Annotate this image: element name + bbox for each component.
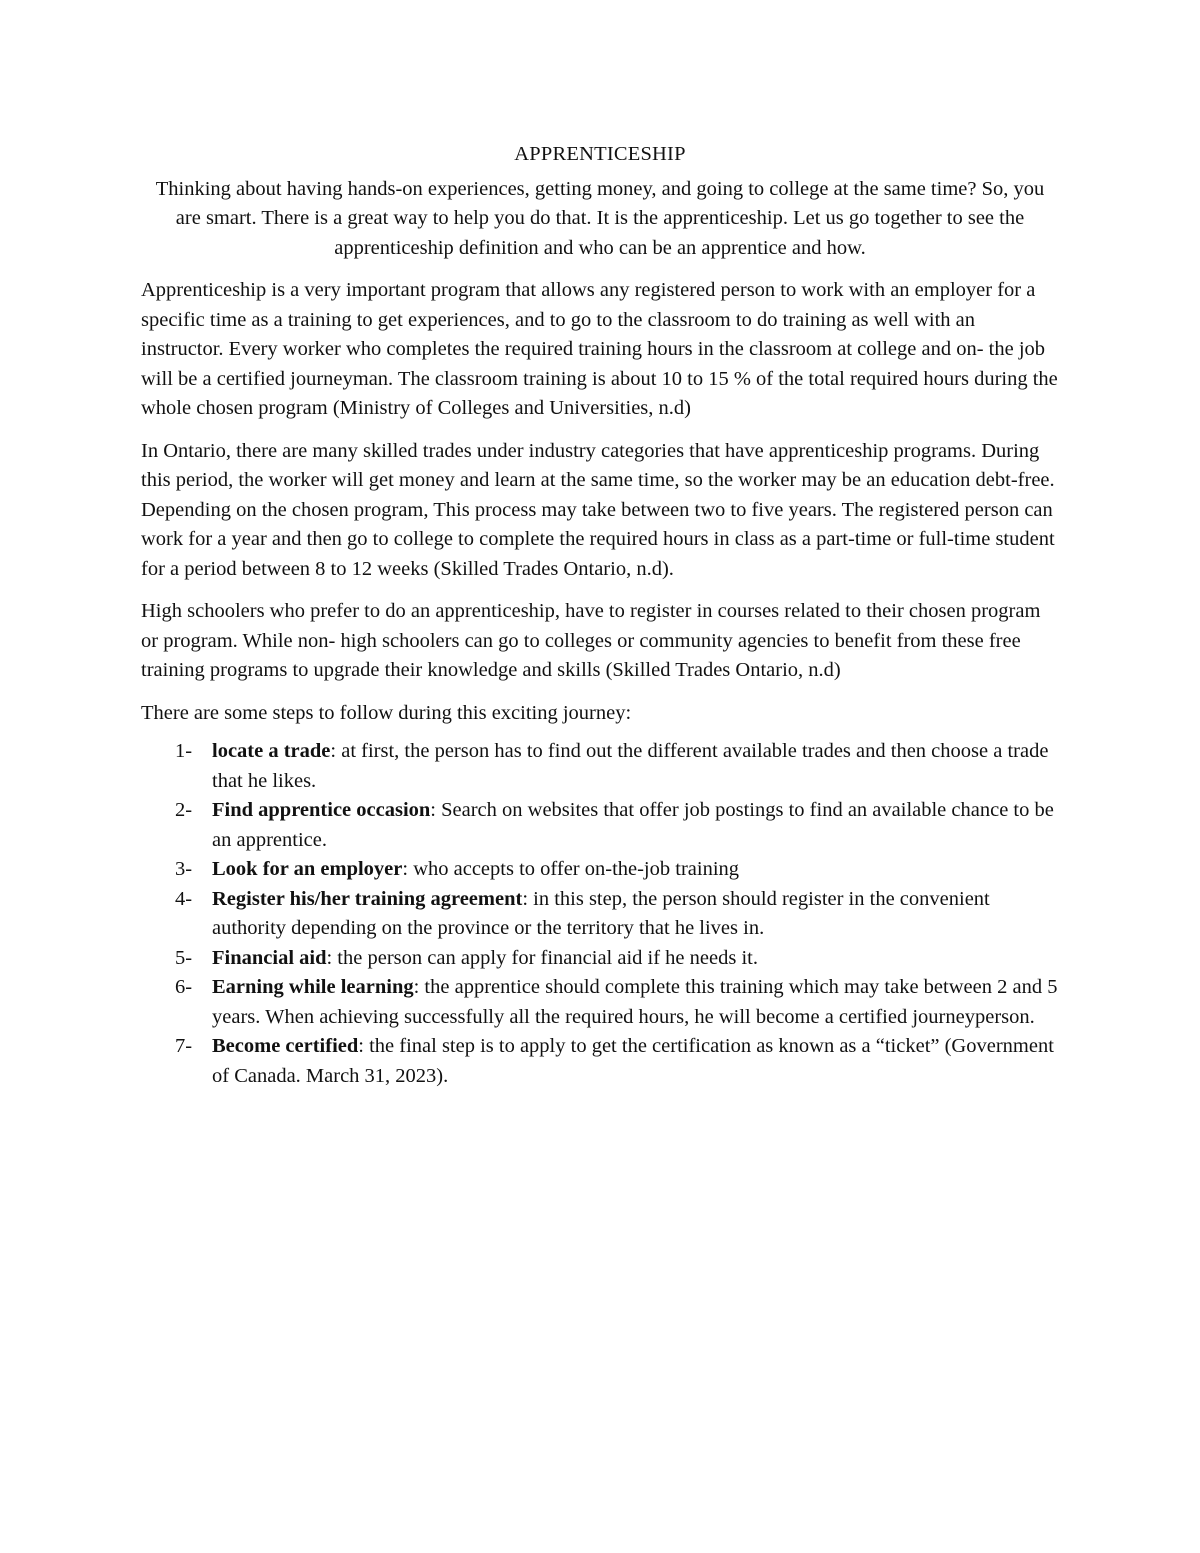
step-number: 7- xyxy=(175,1035,193,1057)
step-term: Financial aid xyxy=(212,946,327,969)
step-number: 6- xyxy=(175,976,193,998)
step-term: Register his/her training agreement xyxy=(212,887,523,910)
step-item-earning-learning xyxy=(141,973,1059,1032)
step-text: : the final step is to apply to get the certification as known as a “ticket” (Government of Canada. March 31, 2023). xyxy=(212,1035,1054,1087)
step-number: 1- xyxy=(175,740,193,762)
step-text: : Search on websites that offer job postings to find an available chance to be an apprentice. xyxy=(212,799,1054,851)
body-paragraph-high-schoolers: High schoolers who prefer to do an apprenticeship, have to register in courses related to their chosen program or program. While non- high schoolers can go to colleges or community agencies to benefit from these free training programs to upgrade their knowledge and skills (Skilled Trades Ontario, n.d) xyxy=(141,600,1041,681)
document-page xyxy=(141,140,1059,1091)
step-term: locate a trade xyxy=(212,740,331,762)
body-paragraph-ontario: In Ontario, there are many skilled trades under industry categories that have apprenticeship programs. During this period, the worker will get money and learn at the same time, so the worker may be an education debt-free. Depending on the chosen program, This process may take between two to five years. The registered person can work for a year and then go to college to complete the required hours in class as a part-time or full-time student for a period between 8 to 12 weeks (Skilled Trades Ontario, n.d). xyxy=(141,439,1055,580)
step-item-become-certified xyxy=(141,1032,1059,1091)
step-number: 5- xyxy=(175,946,193,969)
step-item-financial-aid xyxy=(141,944,1059,974)
body-paragraph-definition: Apprenticeship is a very important program that allows any registered person to work with an employer for a specific time as a training to get experiences, and to go to the classroom to do training as well with an instructor. Every worker who completes the required training hours in the classroom at college and on- the job will be a certified journeyman. The classroom training is about 10 to 15 % of the total required hours during the whole chosen program (Ministry of Colleges and Universities, n.d) xyxy=(141,279,1058,419)
step-text: : who accepts to offer on-the-job training xyxy=(402,858,740,880)
step-item-look-employer xyxy=(141,855,1059,885)
step-number: 2- xyxy=(175,799,193,821)
intro-paragraph: Thinking about having hands-on experiences, getting money, and going to college at the same time? So, you are smart. There is a great way to help you do that. It is the apprenticeship. Let us go together to see the apprenticeship definition and who can be an apprentice and how. xyxy=(155,177,1045,259)
step-term: Look for an employer xyxy=(212,858,403,880)
step-text: : the person can apply for financial aid if he needs it. xyxy=(326,946,758,969)
step-text: : at first, the person has to find out the different available trades and then choose a trade that he likes. xyxy=(212,740,1049,792)
step-term: Find apprentice occasion xyxy=(212,799,431,821)
step-term: Earning while learning xyxy=(212,976,414,998)
step-number: 4- xyxy=(175,887,193,910)
document-title: APPRENTICESHIP xyxy=(514,143,686,165)
step-item-locate-trade xyxy=(141,737,1059,796)
step-item-register-agreement xyxy=(141,885,1059,944)
step-number: 3- xyxy=(175,858,193,880)
step-text: : in this step, the person should register in the convenient authority depending on the province or the territory that he lives in. xyxy=(212,887,990,939)
steps-intro: There are some steps to follow during this exciting journey: xyxy=(141,701,632,724)
step-text: : the apprentice should complete this training which may take between 2 and 5 years. When achieving successfully all the required hours, he will become a certified journeyperson. xyxy=(212,976,1058,1028)
step-item-find-occasion xyxy=(141,796,1059,855)
steps-list xyxy=(141,737,1059,1091)
step-term: Become certified xyxy=(212,1035,359,1057)
